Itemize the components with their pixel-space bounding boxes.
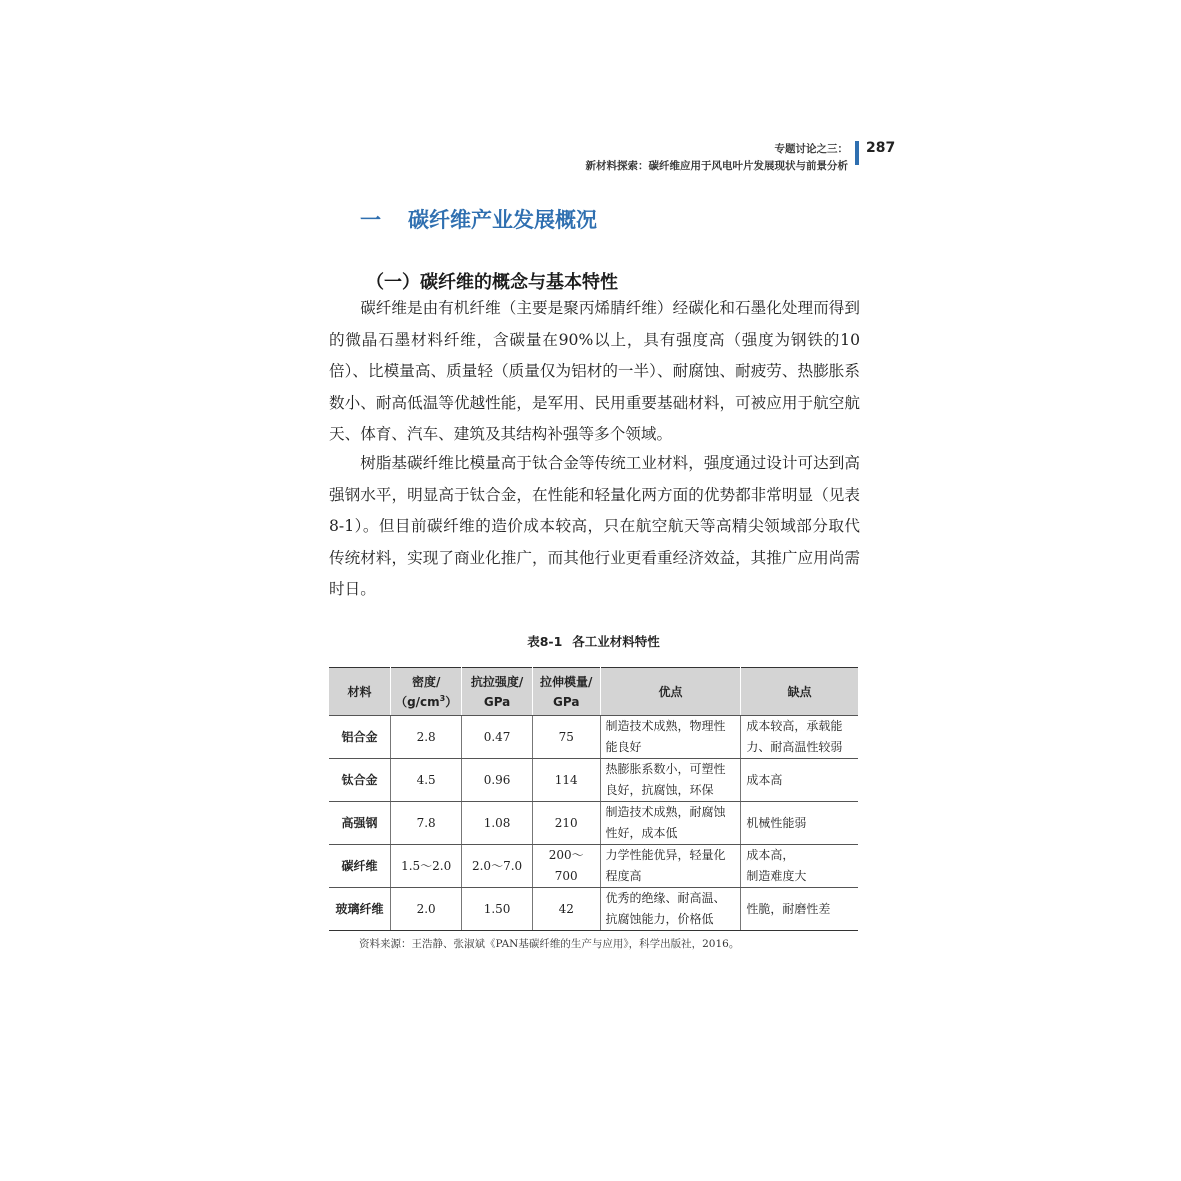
cell-advantages: 热膨胀系数小，可塑性良好，抗腐蚀，环保 <box>600 759 741 802</box>
cell-tensile: 1.08 <box>462 802 533 845</box>
cell-disadvantages: 机械性能弱 <box>741 802 858 845</box>
table-row <box>329 888 858 931</box>
header-tensile <box>462 668 533 716</box>
section-title-text: 碳纤维产业发展概况 <box>408 208 597 232</box>
cell-modulus: 114 <box>532 759 600 802</box>
section-title <box>360 204 597 234</box>
cell-disadvantages-line1: 成本高， <box>746 848 795 862</box>
table-row <box>329 759 858 802</box>
cell-advantages: 力学性能优异，轻量化程度高 <box>600 845 741 888</box>
header-disadvantages: 缺点 <box>741 668 858 716</box>
cell-advantages: 制造技术成熟，物理性能良好 <box>600 716 741 759</box>
cell-material: 铝合金 <box>329 716 391 759</box>
header-density-unit: （g/cm <box>395 694 440 709</box>
cell-tensile: 2.0～7.0 <box>462 845 533 888</box>
header-density-sup: 3 <box>439 693 446 703</box>
table-caption <box>329 632 858 650</box>
cell-density: 2.0 <box>391 888 462 931</box>
section-number: 一 <box>360 208 381 232</box>
cell-density: 2.8 <box>391 716 462 759</box>
cell-disadvantages: 性脆，耐磨性差 <box>741 888 858 931</box>
body-paragraph: 树脂基碳纤维比模量高于钛合金等传统工业材料，强度通过设计可达到高强钢水平，明显高于钛合金，在性能和轻量化两方面的优势都非常明显（见表8-1）。但目前碳纤维的造价成本较高，只在航空航天等高精尖领域部分取代传统材料，实现了商业化推广，而其他行业更看重经济效益，其推广应用尚需时日。 <box>329 454 860 598</box>
table-header-row <box>329 668 858 716</box>
cell-disadvantages: 成本高 <box>741 759 858 802</box>
cell-disadvantages: 成本较高，承载能力、耐高温性较弱 <box>741 716 858 759</box>
cell-material: 钛合金 <box>329 759 391 802</box>
cell-material: 高强钢 <box>329 802 391 845</box>
cell-density: 1.5～2.0 <box>391 845 462 888</box>
header-tensile-line2: GPa <box>483 694 511 709</box>
header-density-close: ） <box>445 694 458 709</box>
cell-modulus: 200～700 <box>532 845 600 888</box>
header-density-line1: 密度/ <box>411 674 441 689</box>
running-header-line2: 新材料探索：碳纤维应用于风电叶片发展现状与前景分析 <box>585 160 848 172</box>
table-row <box>329 845 858 888</box>
cell-density: 7.8 <box>391 802 462 845</box>
cell-disadvantages <box>741 845 858 888</box>
cell-modulus: 42 <box>532 888 600 931</box>
cell-material: 碳纤维 <box>329 845 391 888</box>
running-header-line1: 专题讨论之三： <box>774 143 848 155</box>
table-row <box>329 716 858 759</box>
cell-material: 玻璃纤维 <box>329 888 391 931</box>
table-caption-title: 各工业材料特性 <box>572 634 660 649</box>
cell-density: 4.5 <box>391 759 462 802</box>
running-header <box>560 141 848 175</box>
cell-tensile: 0.47 <box>462 716 533 759</box>
header-density <box>391 668 462 716</box>
page-number: 287 <box>866 140 896 156</box>
cell-disadvantages-line2: 制造难度大 <box>746 869 807 883</box>
cell-advantages: 优秀的绝缘、耐高温、抗腐蚀能力，价格低 <box>600 888 741 931</box>
header-accent-bar <box>855 141 859 165</box>
table-caption-number: 表8-1 <box>527 634 563 649</box>
cell-tensile: 0.96 <box>462 759 533 802</box>
materials-table <box>329 667 858 931</box>
subsection-title: （一）碳纤维的概念与基本特性 <box>366 272 618 293</box>
header-modulus <box>532 668 600 716</box>
cell-tensile: 1.50 <box>462 888 533 931</box>
cell-modulus: 75 <box>532 716 600 759</box>
cell-advantages: 制造技术成熟，耐腐蚀性好，成本低 <box>600 802 741 845</box>
body-paragraph: 碳纤维是由有机纤维（主要是聚丙烯腈纤维）经碳化和石墨化处理而得到的微晶石墨材料纤维，含碳量在90%以上，具有强度高（强度为钢铁的10倍）、比模量高、质量轻（质量仅为铝材的一半）、耐腐蚀、耐疲劳、热膨胀系数小、耐高低温等优越性能，是军用、民用重要基础材料，可被应用于航空航天、体育、汽车、建筑及其结构补强等多个领域。 <box>329 299 860 443</box>
header-material: 材料 <box>329 668 391 716</box>
header-tensile-line1: 抗拉强度/ <box>470 674 524 689</box>
table-source-note: 资料来源：王浩静、张淑斌《PAN基碳纤维的生产与应用》，科学出版社，2016。 <box>359 938 740 950</box>
table-row <box>329 802 858 845</box>
cell-modulus: 210 <box>532 802 600 845</box>
header-modulus-line2: GPa <box>553 694 580 709</box>
header-modulus-line1: 拉伸模量/ <box>540 674 593 689</box>
header-advantages: 优点 <box>600 668 741 716</box>
